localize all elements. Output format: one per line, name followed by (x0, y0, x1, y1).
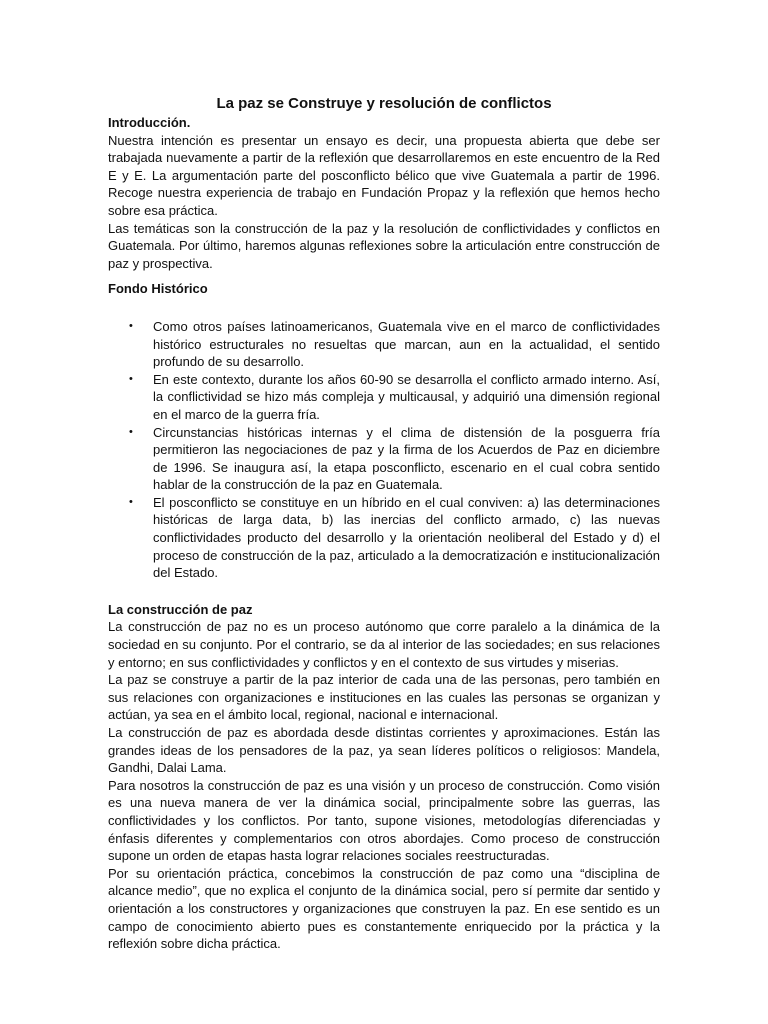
list-item-text: Circunstancias históricas internas y el clima de distensión de la posguerra fría permitieron las negociaciones de paz y la firma de los Acuerdos de Paz en diciembre de 1996. Se inaugura así, la etapa posconflicto, escenario en el cual cobra sentido hablar de la construcción de la paz en Guatemala. (153, 424, 660, 493)
list-item-text: El posconflicto se constituye en un híbrido en el cual conviven: a) las determinaciones históricas de larga data, b) las inercias del conflicto armado, c) las nuevas conflictividades producto del desarrollo y la orientación neoliberal del Estado y d) el proceso de construcción de la paz, articulado a la democratización e institucionalización del Estado. (153, 494, 660, 581)
paragraph: Nuestra intención es presentar un ensayo es decir, una propuesta abierta que debe ser trabajada nuevamente a partir de la reflexión que desarrollaremos en este encuentro de la Red E y E. La argumentación parte del posconflicto bélico que vive Guatemala a partir de 1996. Recoge nuestra experiencia de trabajo en Fundación Propaz y la reflexión que hemos hecho sobre esa práctica. (108, 132, 660, 218)
section-heading-fondo-historico: Fondo Histórico (108, 281, 208, 297)
list-item (129, 424, 660, 494)
bullet-list (108, 318, 660, 582)
section-heading-introduccion: Introducción. (108, 115, 191, 130)
bullet-icon: • (129, 495, 133, 508)
paragraph: Por su orientación práctica, concebimos la construcción de paz como una “disciplina de alcance medio”, que no explica el conjunto de la dinámica social, pero sí permite dar sentido y orientación a los constructores y organizaciones que construyen la paz. En ese sentido es un campo de conocimiento abierto pues es constantemente enriquecido por la práctica y la reflexión sobre dicha práctica. (108, 865, 660, 952)
paragraph: Las temáticas son la construcción de la paz y la resolución de conflictividades y conflictos en Guatemala. Por último, haremos algunas reflexiones sobre la articulación entre construcción de paz y prospectiva. (108, 220, 660, 271)
paragraph: La paz se construye a partir de la paz interior de cada una de las personas, pero también en sus relaciones con organizaciones e instituciones en las cuales las personas se organizan y actúan, ya sea en el ámbito local, regional, nacional e internacional. (108, 672, 660, 723)
bullet-icon: • (129, 319, 133, 332)
document-title: La paz se Construye y resolución de conflictos (216, 95, 552, 112)
list-item-text: En este contexto, durante los años 60-90 se desarrolla el conflicto armado interno. Así, la conflictividad se hizo más compleja y multicausal, y adquirió una dimensión regional en el marco de la guerra fría. (153, 371, 660, 422)
list-item (129, 371, 660, 424)
list-item (129, 494, 660, 582)
list-item (129, 318, 660, 371)
bullet-icon: • (129, 425, 133, 438)
paragraph: La construcción de paz es abordada desde distintas corrientes y aproximaciones. Están las grandes ideas de los pensadores de la paz, ya sean líderes políticos o religiosos: Mandela, Gandhi, Dalai Lama. (108, 725, 660, 776)
section-heading-construccion-de-paz: La construcción de paz (108, 601, 253, 617)
paragraph: La construcción de paz no es un proceso autónomo que corre paralelo a la dinámica de la sociedad en su conjunto. Por el contrario, se da al interior de las sociedades; en sus relaciones y entorno; en sus conflictividades y conflictos y en el contexto de sus virtudes y miserias. (108, 619, 660, 670)
list-item-text: Como otros países latinoamericanos, Guatemala vive en el marco de conflictividades histórico estructurales no resueltas que marcan, aun en la actualidad, el sentido profundo de su desarrollo. (153, 318, 660, 370)
paragraph: Para nosotros la construcción de paz es una visión y un proceso de construcción. Como visión es una nueva manera de ver la dinámica social, principalmente sobre las guerras, las conflictividades y los conflictos. Por tanto, supone visiones, metodologías diferenciadas y énfasis diferentes y complementarios con otros abordajes. Como proceso de construcción supone un orden de etapas hasta lograr relaciones sociales reestructuradas. (108, 777, 660, 864)
bullet-icon: • (129, 372, 133, 385)
